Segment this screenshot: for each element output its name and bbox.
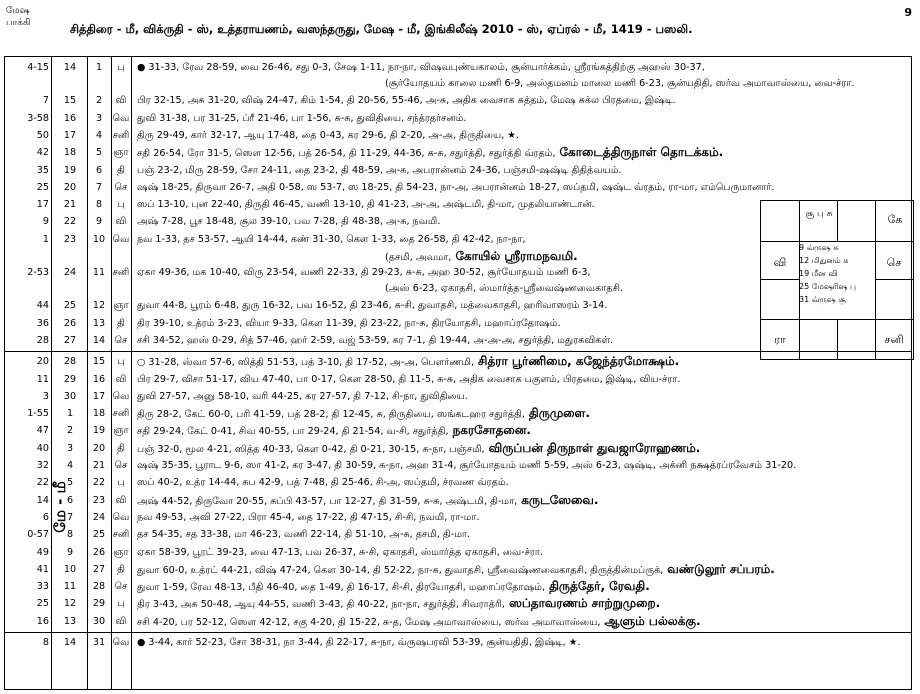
- festival-highlight: சித்ரா பூர்ணிமை, கஜேந்த்ரமோக்ஷம்.: [478, 354, 680, 369]
- sunrise-naazhigai: 16: [36, 615, 49, 627]
- english-date: 16: [63, 112, 77, 124]
- sunrise-naazhigai: 47: [36, 425, 49, 437]
- day-details: [137, 110, 466, 127]
- weekday: ஞா: [113, 300, 129, 312]
- english-date: 5: [66, 477, 74, 489]
- calendar-row: [5, 474, 911, 491]
- weekday: பு: [117, 199, 125, 211]
- weekday: வி: [115, 216, 127, 228]
- chart-cell-top-2: சூ பு சு: [805, 209, 833, 219]
- calendar-row: [5, 595, 911, 612]
- day-details-text: துவா 1-59, ரேவ 48-13, பீதி 46-40, தை 1-49, தி 16-17, சி-சி, திரயோதசி, மஹாப்ரதோஷம்,: [137, 582, 546, 594]
- day-details: [137, 213, 440, 230]
- header-small-2: பாக்கி: [6, 18, 31, 28]
- day-details-text: நவ 49-53, அவி 27-22, பிரா 45-4, தை 17-22, தி 47-15, சி-சி, நவமி, ரா-மா.: [137, 511, 480, 523]
- day-details: [137, 561, 775, 579]
- page-title: சித்திரை - மீ, விக்ருதி - ஸ், உத்தராயணம், வஸந்தருது, மேஷ - மீ, இங்கிலீஷ் 2010 - ஸ், ஏப்ரல் - மீ, 1419 - பஸலி.: [70, 22, 693, 36]
- day-details-text: திர 3-43, அசு 50-48, ஆயு 44-55, வணி 3-43, தி 40-22, நா-நா, சதுர்த்தி, சிவராத்ரி,: [137, 599, 505, 611]
- sunrise-naazhigai: 22: [36, 477, 49, 489]
- calendar-row: [5, 59, 911, 76]
- day-details-text: நவ 1-33, தச 53-57, ஆயி 14-44, கண் 31-30, கௌ 1-33, தை 26-58, தி 42-42, நா-நா,: [137, 233, 526, 245]
- planetary-chart: [760, 200, 914, 360]
- english-date: 27: [63, 334, 77, 346]
- festival-highlight: விருப்பன் திருநாள் துவஜாரோஹணம்.: [488, 440, 701, 455]
- day-details: [137, 578, 650, 596]
- tamil-date: 4: [95, 129, 103, 141]
- day-details-text: (தசமி, அவமா,: [385, 252, 452, 263]
- english-date: 15: [63, 95, 77, 107]
- day-details: [137, 371, 680, 388]
- day-details-text: ○ 31-28, ஸ்வா 57-6, ஸித்தி 51-53, பத் 3-10, தி 17-52, அ-அ, பௌர்ணமி,: [137, 357, 475, 369]
- day-details-text: ஷஷ் 35-35, பூராட 9-6, ஸா 41-2, கர 3-47, தி 30-59, சு-நா, அஹ 31-4, சூர்யோதயம் மணி 5-59, அஸ் 6-23, ஷஷ்டி, அக்னி நக்ஷத்ரப்ரவேசம் 31-20.: [137, 460, 797, 471]
- festival-highlight: கோயில் ஸ்ரீராமநவமி.: [455, 249, 578, 263]
- calendar-row: [5, 457, 911, 474]
- weekday: வி: [115, 373, 127, 385]
- sunrise-naazhigai: 2-53: [27, 267, 49, 278]
- tamil-date: 3: [95, 112, 103, 124]
- sunrise-naazhigai: 8: [42, 637, 49, 648]
- chart-center-item: 19 மீன வி: [799, 269, 838, 278]
- weekday: வெ: [112, 637, 130, 648]
- english-date: 7: [66, 511, 74, 523]
- festival-highlight: திருமுளை.: [528, 406, 590, 421]
- weekday: சனி: [112, 408, 130, 420]
- day-details: [137, 162, 622, 179]
- weekday: ஞா: [113, 147, 129, 159]
- day-details-text: துவி 27-57, அனு 58-10, வரி 44-25, கர 27-57, தி 7-12, சி-நா, துவிதியை.: [137, 390, 468, 402]
- calendar-row: [5, 440, 911, 457]
- tamil-date: 14: [92, 334, 106, 346]
- weekday: பு: [117, 598, 125, 610]
- calendar-row: [5, 492, 911, 509]
- festival-highlight: நகரசோதனை.: [452, 423, 531, 438]
- chart-cell-bottom-left: ரா: [774, 333, 786, 346]
- day-details-text: ஸப் 40-2, உத்ர 14-44, சுப 42-9, பத் 7-48, தி 25-46, சி-அ, ஸப்தமி, ச்ரவண வ்ரதம்.: [137, 477, 509, 489]
- day-details: [137, 613, 701, 631]
- day-details: [137, 457, 796, 474]
- day-details-text: பிர 32-15, அசு 31-20, விஷ் 24-47, கிம் 1-54, தி 20-56, 55-46, அ-சு, அதிக வைசாக சுத்தம், மேஷ சுக்ல பிரதமை, இஷ்டி.: [137, 95, 676, 107]
- day-details: [137, 231, 526, 248]
- english-date: 24: [63, 267, 77, 278]
- tamil-date: 7: [95, 181, 103, 193]
- day-details-text: (சூர்யோதயம் காலை மணி 6-9, அஸ்தமனம் மாலை மணி 6-23, சூன்யதிதி, ஸர்வ அமாவாஸ்யை, வை-ச்ரா.: [385, 78, 855, 90]
- calendar-row: [5, 127, 911, 144]
- day-details: [137, 353, 679, 371]
- day-details: [137, 179, 774, 196]
- day-details-text: ஏகா 49-36, மக 10-40, விரு 23-54, வணி 22-33, தி 29-23, சு-சு, அஹ 30-52, சூர்யோதயம் மணி 6-3,: [137, 267, 591, 278]
- weekday: வெ: [112, 511, 130, 523]
- tamil-date: 18: [92, 408, 106, 420]
- chart-center-item: 12 மிதுனம் க: [799, 256, 849, 265]
- weekday: வி: [115, 494, 127, 506]
- calendar-row: [5, 388, 911, 405]
- tamil-date: 12: [92, 300, 106, 312]
- chart-cell-mid-right: செ: [886, 256, 902, 269]
- sunrise-naazhigai: 25: [36, 598, 49, 610]
- chart-cell-bottom-right: சனி: [884, 333, 904, 346]
- sunrise-naazhigai: 33: [36, 581, 49, 593]
- weekday: வெ: [112, 390, 130, 402]
- chart-center-item: 25 மேஷரிஷ பு: [799, 282, 856, 291]
- day-details-text: சதி 26-54, ரோ 31-5, ஸௌ 12-56, பத் 26-54, தி 11-29, 44-36, சு-சு, சதுர்த்தி, சதுர்த்தி வ்ரதம்,: [137, 148, 556, 160]
- sunrise-naazhigai: 1-55: [27, 408, 49, 420]
- sunrise-naazhigai: 44: [36, 300, 49, 312]
- weekday: சனி: [112, 529, 130, 541]
- tamil-date: 9: [95, 216, 103, 228]
- fortnight-divider: [5, 351, 911, 352]
- sunrise-naazhigai: 3: [42, 390, 49, 402]
- tamil-date: 23: [92, 494, 106, 506]
- calendar-row: [5, 634, 911, 651]
- tamil-date: 2: [95, 95, 103, 107]
- day-details-text: ஸப் 13-10, புன 22-40, திருதி 46-45, வணி 13-10, தி 41-23, அ-அ, அஷ்டமி, தி-மா, முதலியாண்டான்.: [137, 199, 595, 211]
- english-date: 28: [63, 356, 77, 368]
- english-date: 18: [63, 147, 77, 159]
- english-date: 14: [63, 637, 77, 648]
- calendar-row: [5, 544, 911, 561]
- weekday: பு: [117, 356, 125, 368]
- english-date: 13: [63, 615, 77, 627]
- english-date: 8: [66, 529, 74, 541]
- calendar-row-continuation: [5, 76, 911, 92]
- day-details: [137, 196, 595, 213]
- day-details-text: ஏகா 58-39, பூரட் 39-23, வை 47-13, பவ 26-37, சு-சி, ஏகாதசி, ஸ்மார்த்த ஏகாதசி, வை-ச்ரா.: [137, 546, 543, 558]
- sunrise-naazhigai: 4-15: [27, 62, 49, 73]
- english-date: 22: [63, 216, 77, 228]
- sunrise-naazhigai: 6: [42, 511, 49, 523]
- day-details: [137, 405, 590, 423]
- day-details-text: அஷ் 44-52, திருவோ 20-55, சுப்பி 43-57, பா 12-27, தி 31-59, சு-சு, அஷ்டமி, தி-மா,: [137, 495, 518, 507]
- english-date: 30: [63, 390, 77, 402]
- day-details: [137, 509, 480, 526]
- day-details-text: (அஸ் 6-23, ஏகாதசி, ஸ்மார்த்த-ஸ்ரீவைஷ்ணவைகாதசி.: [385, 283, 624, 295]
- day-details-text: திரு 28-2, கேட் 60-0, பரி 41-59, பத் 28-2, தி 12-45, சு, திருதியை, ஸங்கடஹர சதுர்த்தி,: [137, 409, 525, 421]
- sunrise-naazhigai: 50: [36, 129, 49, 141]
- english-date: 2: [66, 425, 74, 437]
- weekday: சனி: [112, 129, 130, 141]
- day-details-text: துவா 44-8, பூரம் 6-48, துரு 16-32, பவ 16-52, தி 23-46, சு-சி, துவாதசி, மத்வைகாதசி, ஹரிவாஸரம் 3-14.: [137, 300, 608, 312]
- day-details: [137, 264, 591, 281]
- english-date: 1: [66, 408, 74, 420]
- tamil-date: 8: [95, 199, 103, 211]
- tamil-date: 6: [95, 164, 103, 176]
- english-date: 14: [63, 62, 77, 73]
- weekday: தி: [117, 164, 125, 176]
- tamil-date: 15: [92, 356, 106, 368]
- sunrise-naazhigai: 25: [36, 181, 49, 193]
- tamil-date: 16: [92, 373, 106, 385]
- day-details-text: சதி 29-24, கேட் 0-41, சிவ 40-55, பா 29-24, தி 21-54, வ-சி, சதுர்த்தி,: [137, 426, 449, 438]
- day-details: [137, 388, 468, 405]
- sunrise-naazhigai: 28: [36, 334, 49, 346]
- day-details: [137, 474, 509, 491]
- sunrise-naazhigai: 17: [36, 199, 49, 211]
- weekday: வி: [115, 95, 127, 107]
- day-details-text: சசி 4-20, பர 52-12, ஸௌ 42-12, சகு 4-20, தி 15-22, சு-த, மேஷ அமாவாஸ்யை, ஸர்வ அமாவாஸ்யை,: [137, 616, 601, 628]
- weekday: வெ: [112, 233, 130, 245]
- calendar-row: [5, 526, 911, 543]
- calendar-row: [5, 422, 911, 439]
- day-details-text: ஷஷ் 18-25, திருவா 26-7, அதி 0-58, ஸ 53-7, ஸ 18-25, தி 54-23, நா-அ, அபரான்னம் 18-27, ஸப்தமி, ஷஷ்ட வ்ரதம், ரா-மா, எம்பெருமானார்.: [137, 181, 775, 193]
- calendar-row: [5, 509, 911, 526]
- tamil-date: 19: [92, 425, 106, 437]
- tamil-date: 29: [92, 598, 106, 610]
- english-date: 20: [63, 181, 77, 193]
- day-details-text: பஞ் 32-0, மூல 4-21, ஸித்த 40-33, கௌ 0-42, தி 0-21, 30-15, சு-நா, பஞ்சமி,: [137, 443, 485, 455]
- calendar-row: [5, 144, 911, 161]
- calendar-row: [5, 578, 911, 595]
- sunrise-naazhigai: 1: [42, 233, 49, 245]
- day-details: [137, 59, 705, 76]
- tamil-date: 28: [92, 581, 106, 593]
- tamil-date: 1: [95, 62, 103, 73]
- festival-highlight: ஸப்தாவரணம் சாற்றுமுறை.: [508, 596, 661, 611]
- chart-center-item: 31 வ்ருஷ சூ: [799, 295, 846, 304]
- weekday: ஞா: [113, 546, 129, 558]
- weekday: வி: [115, 615, 127, 627]
- calendar-row: [5, 371, 911, 388]
- english-date: 29: [63, 373, 77, 385]
- weekday: பு: [117, 62, 125, 73]
- day-details: [385, 281, 623, 297]
- calendar-row: [5, 92, 911, 109]
- sunrise-naazhigai: 32: [36, 460, 49, 471]
- sunrise-naazhigai: 9: [42, 216, 49, 228]
- festival-highlight: கருடஸேவை.: [521, 492, 599, 507]
- weekday: பு: [117, 477, 125, 489]
- calendar-row: [5, 179, 911, 196]
- day-details: [137, 526, 470, 543]
- day-details-text: திரு 29-49, கார் 32-17, ஆயு 17-48, தை 0-43, கர 29-6, தி 2-20, அ-அ, திருதியை, ★.: [137, 129, 519, 141]
- month-label: மே - மீ: [50, 481, 69, 533]
- sunrise-naazhigai: 7: [42, 95, 49, 107]
- day-details: [137, 422, 531, 440]
- sunrise-naazhigai: 11: [36, 373, 49, 385]
- day-details: [137, 92, 676, 109]
- weekday: ஞா: [113, 425, 129, 437]
- tamil-date: 24: [92, 511, 106, 523]
- chart-cell-mid-left: வி: [773, 256, 787, 269]
- calendar-row: [5, 561, 911, 578]
- weekday: செ: [114, 334, 128, 346]
- tamil-date: 13: [92, 317, 106, 329]
- english-date: 12: [63, 598, 77, 610]
- english-date: 4: [66, 460, 74, 471]
- english-date: 11: [63, 581, 77, 593]
- weekday: தி: [117, 442, 125, 454]
- page-header: [0, 0, 920, 56]
- day-details: [137, 440, 700, 458]
- day-details-text: திர 39-10, உத்ரம் 3-23, வியா 9-33, கௌ 11-39, தி 23-22, நா-சு, திரயோதசி, மஹாப்ரதோஷம்.: [137, 317, 561, 329]
- page-number: 9: [904, 6, 912, 19]
- english-date: 25: [63, 300, 77, 312]
- tamil-date: 31: [92, 637, 106, 648]
- day-details-text: பஞ் 23-2, மிரு 28-59, சோ 24-11, தை 23-2, தி 48-59, அ-சு, அபரான்னம் 24-36, பஞ்சமி-ஷஷ்டி திதித்வயம்.: [137, 164, 622, 176]
- tamil-date: 26: [92, 546, 106, 558]
- english-date: 6: [66, 494, 74, 506]
- day-details: [137, 127, 519, 144]
- festival-highlight: ஆளும் பல்லக்கு.: [604, 613, 701, 628]
- sunrise-naazhigai: 42: [36, 147, 49, 159]
- tamil-date: 17: [92, 390, 106, 402]
- tamil-date: 30: [92, 615, 106, 627]
- sunrise-naazhigai: 49: [36, 546, 49, 558]
- day-details: [137, 544, 543, 561]
- calendar-row: [5, 405, 911, 422]
- english-date: 3: [66, 442, 74, 454]
- tamil-date: 22: [92, 477, 106, 489]
- day-details-text: தச 54-35, சத 33-38, மா 46-23, வணி 22-14, தி 51-10, அ-சு, தசமி, தி-மா.: [137, 529, 470, 541]
- header-small-1: மேஷ: [6, 6, 30, 16]
- day-details: [137, 297, 607, 314]
- day-details-text: அஷ் 7-28, பூச 18-48, சூல 39-10, பவ 7-28, தி 48-38, அ-சு, நவமி.: [137, 216, 441, 228]
- day-details: [137, 315, 561, 332]
- english-date: 21: [63, 199, 77, 211]
- weekday: தி: [117, 317, 125, 329]
- day-details: [137, 144, 723, 162]
- english-date: 17: [63, 129, 77, 141]
- weekday: சனி: [112, 267, 130, 278]
- english-date: 10: [63, 563, 77, 575]
- tamil-date: 25: [92, 529, 106, 541]
- tamil-date: 27: [92, 563, 106, 575]
- day-details: [385, 76, 854, 92]
- day-details-text: துவா 60-0, உத்ரட் 44-21, விஷ் 47-24, கௌ 30-14, தி 52-22, நா-சு, துவாதசி, ஸ்ரீவைஷ்ணவைகாதசி, திருத்தின்மப்ருக்,: [137, 564, 664, 576]
- tamil-date: 20: [92, 442, 106, 454]
- sunrise-naazhigai: 41: [36, 563, 49, 575]
- chart-center-item: 9 வ்ருஷ சு: [799, 243, 839, 252]
- weekday: செ: [114, 181, 128, 193]
- festival-highlight: வண்டுலூர் சப்பரம்.: [667, 561, 775, 576]
- festival-highlight: திருத்தேர், ரேவதி.: [549, 579, 650, 594]
- sunrise-naazhigai: 35: [36, 164, 49, 176]
- chart-cell-top-right: கே: [887, 213, 903, 226]
- weekday: வெ: [112, 112, 130, 124]
- day-details-text: ● 3-44, கார் 52-23, சோ 38-31, நா 3-44, தி 22-17, சு-நா, வ்ருஷபரவி 53-39, சூன்யதிதி, இஷ்டி, ★.: [137, 637, 581, 648]
- day-details: [137, 492, 598, 510]
- weekday: செ: [114, 581, 128, 593]
- english-date: 26: [63, 317, 77, 329]
- sunrise-naazhigai: 40: [36, 442, 49, 454]
- day-details-text: சசி 34-52, ஹஸ் 0-29, சித் 57-46, ஹர் 2-59, வஜ் 53-59, கர 7-1, தி 19-44, அ-அ-அ, சதுர்த்தி, மதுரகவிகள்.: [137, 334, 614, 346]
- english-date: 23: [63, 233, 77, 245]
- sunrise-naazhigai: 14: [36, 494, 49, 506]
- day-details-text: ● 31-33, ரேவ 28-59, வை 26-46, சது 0-3, சேஷ 1-11, நா-நா, விஷவபுண்யகாலம், சூன்யார்க்கம், ஸ்ரீரங்கத்திற்கு அஹஸ் 30-37,: [137, 62, 705, 73]
- sunrise-naazhigai: 20: [36, 356, 49, 368]
- weekday: செ: [114, 460, 128, 471]
- calendar-row: [5, 613, 911, 630]
- tamil-date: 10: [92, 233, 106, 245]
- day-details: [137, 332, 613, 349]
- day-details: [137, 634, 580, 651]
- tamil-date: 21: [92, 460, 106, 471]
- chart-center-list: [799, 241, 875, 306]
- sunrise-naazhigai: 0-57: [27, 529, 49, 541]
- calendar-table: [4, 56, 912, 690]
- sunrise-naazhigai: 36: [36, 317, 49, 329]
- sunrise-naazhigai: 3-58: [27, 112, 49, 124]
- tamil-date: 5: [95, 147, 103, 159]
- english-date: 19: [63, 164, 77, 176]
- calendar-row: [5, 110, 911, 127]
- tamil-date: 11: [92, 267, 106, 278]
- day-details-text: துவி 31-38, பர 31-25, ப்ரீ 21-46, பா 1-56, சு-சு, துவிதியை, சந்த்ரதர்சனம்.: [137, 112, 467, 124]
- english-date: 9: [66, 546, 74, 558]
- calendar-row: [5, 162, 911, 179]
- fortnight-divider: [5, 632, 911, 633]
- day-details-text: பிர 29-7, விசா 51-17, விய 47-40, பா 0-17, கௌ 28-50, தி 11-5, சு-சு, அதிக வைசாக பகுளம், பிரதமை, இஷ்டி, விய-ச்ரா.: [137, 373, 681, 385]
- day-details: [137, 595, 660, 613]
- festival-highlight: கோடைத்திருநாள் தொடக்கம்.: [559, 145, 724, 160]
- weekday: தி: [117, 563, 125, 575]
